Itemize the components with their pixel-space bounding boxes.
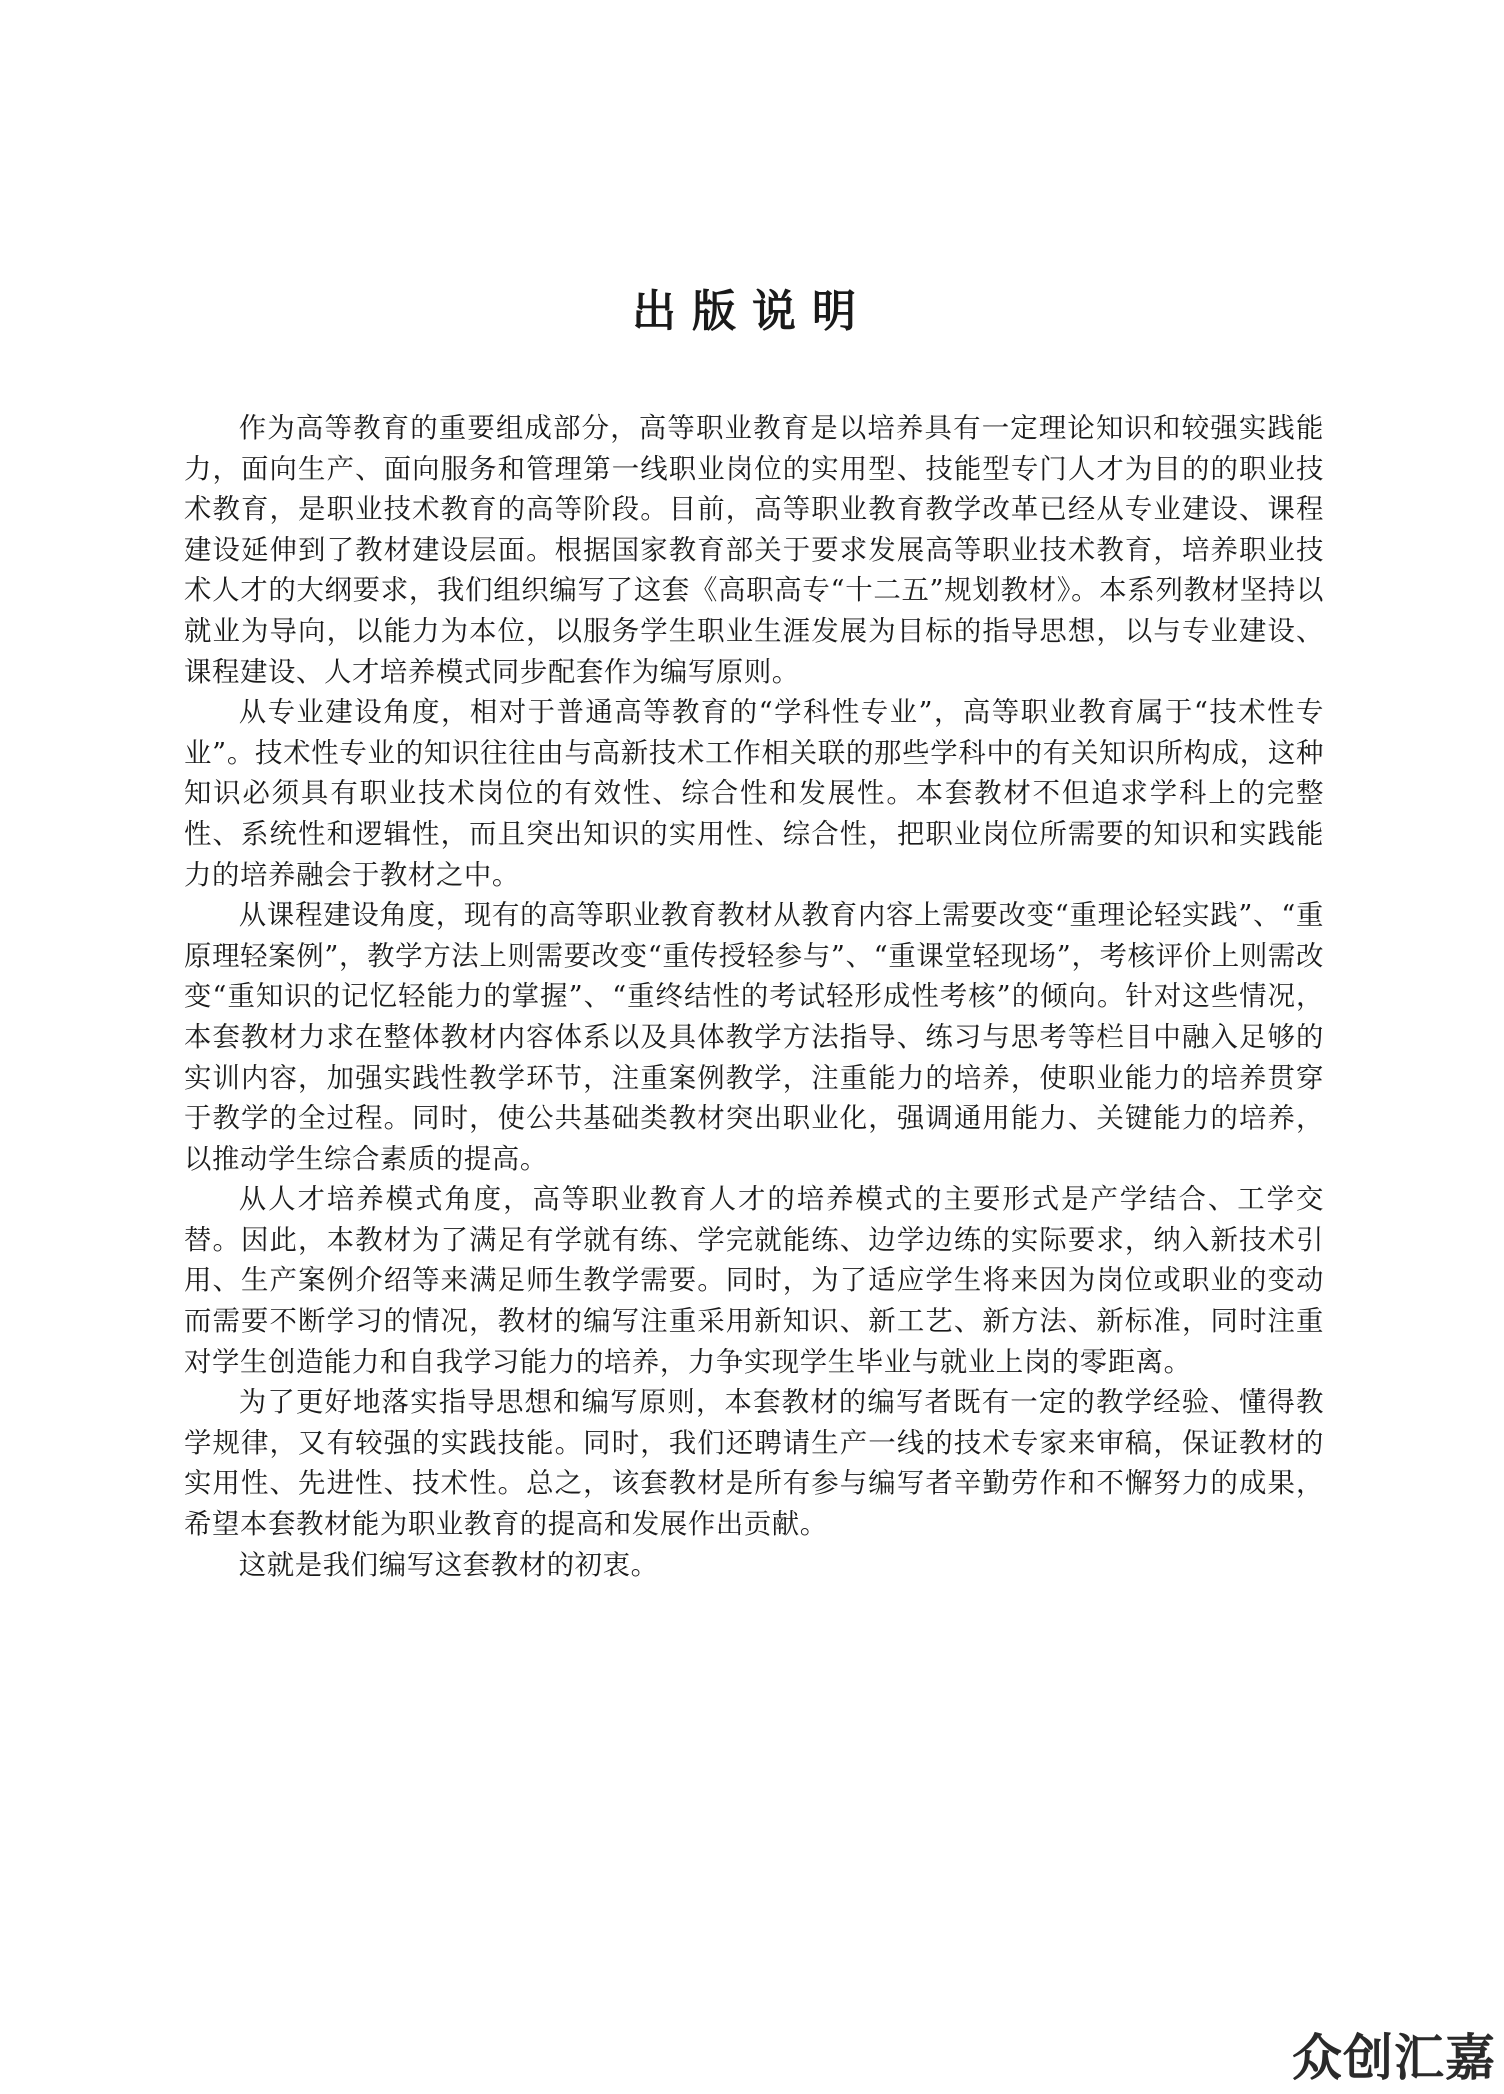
paragraph-3: 从课程建设角度，现有的高等职业教育教材从教育内容上需要改变“重理论轻实践”、“重原理轻案例”，教学方法上则需要改变“重传授轻参与”、“重课堂轻现场”，考核评价上则需改变“重知识的记忆轻能力的掌握”、“重终结性的考试轻形成性考核”的倾向。针对这些情况，本套教材力求在整体教材内容体系以及具体教学方法指导、练习与思考等栏目中融入足够的实训内容，加强实践性教学环节，注重案例教学，注重能力的培养，使职业能力的培养贯穿于教学的全过程。同时，使公共基础类教材突出职业化，强调通用能力、关键能力的培养，以推动学生综合素质的提高。 [184, 900, 1324, 1175]
paragraph-1: 作为高等教育的重要组成部分，高等职业教育是以培养具有一定理论知识和较强实践能力，面向生产、面向服务和管理第一线职业岗位的实用型、技能型专门人才为目的的职业技术教育，是职业技术教育的高等阶段。目前，高等职业教育教学改革已经从专业建设、课程建设延伸到了教材建设层面。根据国家教育部关于要求发展高等职业技术教育，培养职业技术人才的大纲要求，我们组织编写了这套《高职高专“十二五”规划教材》。本系列教材坚持以就业为导向，以能力为本位，以服务学生职业生涯发展为目标的指导思想，以与专业建设、课程建设、人才培养模式同步配套作为编写原则。 [184, 413, 1324, 688]
watermark-logo-text: 众创汇嘉 [1292, 2029, 1496, 2087]
page-title: 出版说明 [632, 286, 872, 337]
paragraph-4: 从人才培养模式角度，高等职业教育人才的培养模式的主要形式是产学结合、工学交替。因此，本教材为了满足有学就有练、学完就能练、边学边练的实际要求，纳入新技术引用、生产案例介绍等来满足师生教学需要。同时，为了适应学生将来因为岗位或职业的变动而需要不断学习的情况，教材的编写注重采用新知识、新工艺、新方法、新标准，同时注重对学生创造能力和自我学习能力的培养，力争实现学生毕业与就业上岗的零距离。 [184, 1184, 1324, 1378]
paragraph-5: 为了更好地落实指导思想和编写原则，本套教材的编写者既有一定的教学经验、懂得教学规律，又有较强的实践技能。同时，我们还聘请生产一线的技术专家来审稿，保证教材的实用性、先进性、技术性。总之，该套教材是所有参与编写者辛勤劳作和不懈努力的成果，希望本套教材能为职业教育的提高和发展作出贡献。 [184, 1387, 1324, 1541]
document-body [184, 409, 1324, 1586]
paragraph-2: 从专业建设角度，相对于普通高等教育的“学科性专业”，高等职业教育属于“技术性专业”。技术性专业的知识往往由与高新技术工作相关联的那些学科中的有关知识所构成，这种知识必须具有职业技术岗位的有效性、综合性和发展性。本套教材不但追求学科上的完整性、系统性和逻辑性，而且突出知识的实用性、综合性，把职业岗位所需要的知识和实践能力的培养融会于教材之中。 [184, 697, 1324, 891]
paragraph-6: 这就是我们编写这套教材的初衷。 [238, 1549, 659, 1581]
